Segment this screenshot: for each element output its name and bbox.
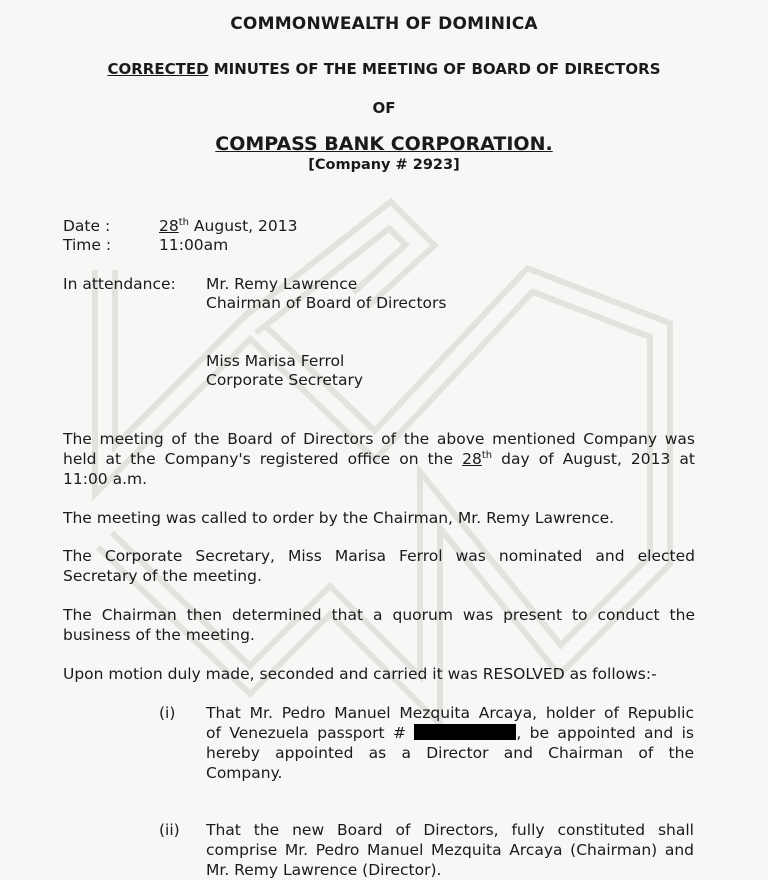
resolution-line: hereby appointed as a Director and Chairman of the — [206, 744, 694, 762]
line-segment: of Venezuela passport # — [206, 724, 406, 742]
resolution-item — [206, 820, 694, 880]
resolution-line: Company. — [206, 764, 283, 782]
attendee-role: Corporate Secretary — [206, 371, 363, 389]
meeting-day-suffix: th — [481, 449, 493, 461]
paragraph-line: The Chairman then determined that a quorum was present to conduct the — [63, 606, 695, 624]
resolution-item — [206, 703, 694, 783]
resolution-number: (ii) — [159, 821, 180, 839]
date-label: Date : — [63, 217, 111, 235]
attendance-label: In attendance: — [63, 275, 176, 293]
resolution-line: That Mr. Pedro Manuel Mezquita Arcaya, holder of Republic — [206, 704, 694, 722]
resolution-line: comprise Mr. Pedro Manuel Mezquita Arcaya (Chairman) and — [206, 841, 694, 859]
resolution-line: Mr. Remy Lawrence (Director). — [206, 861, 442, 879]
of-heading: OF — [372, 99, 396, 117]
line-segment: day of August, 2013 at — [492, 450, 695, 468]
company-name: COMPASS BANK CORPORATION. — [215, 133, 553, 155]
company-number: [Company # 2923] — [308, 157, 460, 173]
called-to-order-paragraph — [63, 508, 695, 528]
paragraph-line: 11:00 a.m. — [63, 470, 148, 488]
line-segment: held at the Company's registered office on the — [63, 450, 463, 468]
paragraph-line — [63, 449, 695, 469]
paragraph-line: Secretary of the meeting. — [63, 567, 262, 585]
date-day: 28 — [159, 217, 179, 235]
paragraph-line: business of the meeting. — [63, 626, 255, 644]
meeting-paragraph — [63, 429, 695, 489]
corrected-word: CORRECTED — [107, 60, 209, 78]
resolution-number: (i) — [159, 704, 176, 722]
country-heading: COMMONWEALTH OF DOMINICA — [230, 14, 538, 34]
secretary-paragraph — [63, 546, 695, 586]
paragraph-line: The meeting was called to order by the Chairman, Mr. Remy Lawrence. — [63, 509, 615, 527]
time-label: Time : — [63, 236, 112, 254]
attendee-role: Chairman of Board of Directors — [206, 294, 447, 312]
date-value — [159, 216, 297, 236]
resolution-line: That the new Board of Directors, fully constituted shall — [206, 821, 694, 839]
attendee-name: Mr. Remy Lawrence — [206, 275, 358, 293]
minutes-title-rest: MINUTES OF THE MEETING OF BOARD OF DIRECTORS — [208, 60, 661, 78]
line-segment: , be appointed and is — [516, 724, 694, 742]
date-rest: August, 2013 — [189, 217, 298, 235]
date-suffix: th — [178, 216, 189, 228]
quorum-paragraph — [63, 605, 695, 645]
minutes-title — [0, 60, 768, 78]
paragraph-line: The Corporate Secretary, Miss Marisa Ferrol was nominated and elected — [63, 547, 695, 565]
paragraph-line: Upon motion duly made, seconded and carried it was RESOLVED as follows:- — [63, 665, 657, 683]
paragraph-line: The meeting of the Board of Directors of the above mentioned Company was — [63, 430, 695, 448]
resolved-paragraph — [63, 664, 695, 684]
time-value: 11:00am — [159, 236, 229, 254]
meeting-day: 28 — [462, 450, 482, 468]
redaction-bar — [414, 724, 516, 740]
resolution-line — [206, 723, 694, 743]
attendee-name: Miss Marisa Ferrol — [206, 352, 345, 370]
